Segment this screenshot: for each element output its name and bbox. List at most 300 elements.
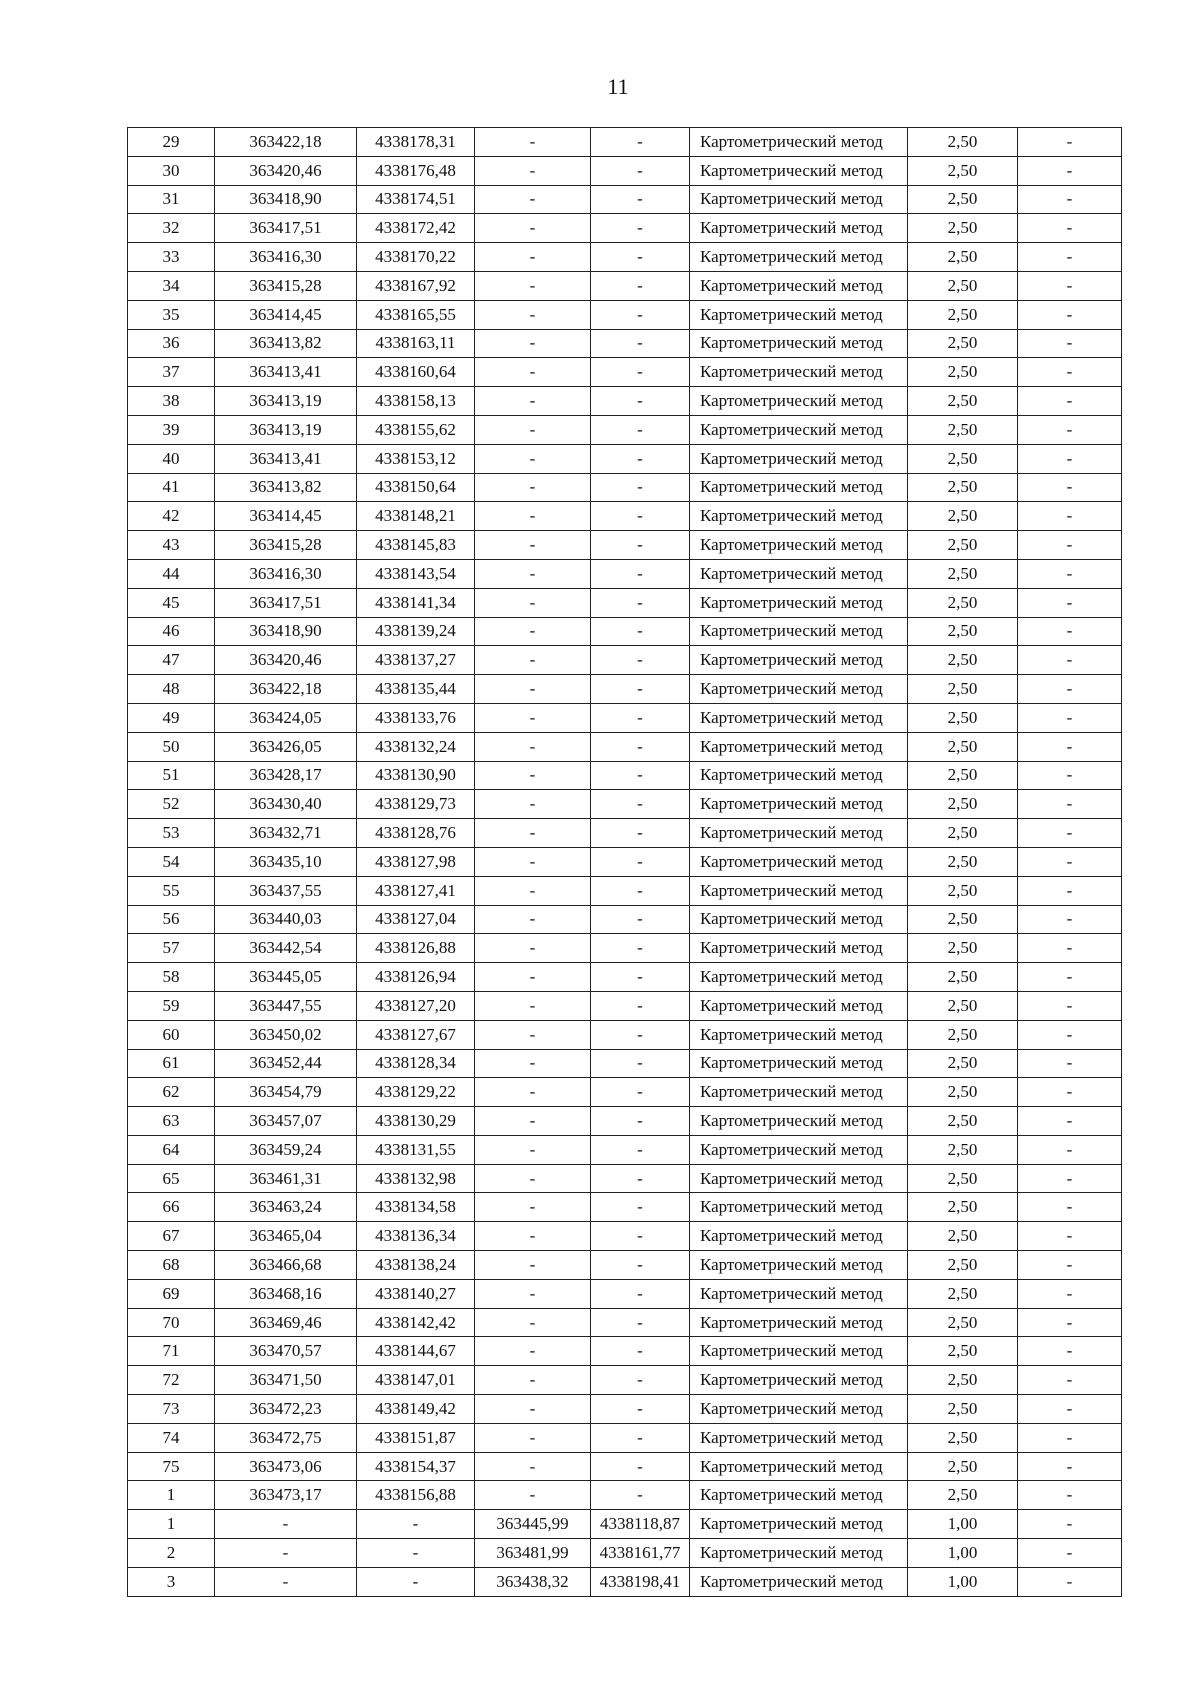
description-cell: - — [1018, 243, 1122, 272]
description-cell: - — [1018, 675, 1122, 704]
existing-x-cell: 363445,05 — [215, 963, 357, 992]
new-y-cell: - — [591, 847, 690, 876]
table-row — [128, 559, 1122, 588]
existing-x-cell: 363472,23 — [215, 1395, 357, 1424]
description-cell: - — [1018, 1222, 1122, 1251]
new-y-cell: - — [591, 185, 690, 214]
method-cell: Картометрический метод — [690, 732, 908, 761]
table-row — [128, 1279, 1122, 1308]
new-x-cell: 363445,99 — [475, 1510, 591, 1539]
existing-x-cell: 363470,57 — [215, 1337, 357, 1366]
accuracy-cell: 2,50 — [908, 646, 1018, 675]
point-number-cell: 29 — [128, 128, 215, 157]
point-number-cell: 73 — [128, 1395, 215, 1424]
method-cell: Картометрический метод — [690, 991, 908, 1020]
coordinates-table — [127, 127, 1122, 1597]
new-x-cell: - — [475, 1222, 591, 1251]
description-cell: - — [1018, 300, 1122, 329]
description-cell: - — [1018, 1164, 1122, 1193]
new-y-cell: - — [591, 963, 690, 992]
new-x-cell: - — [475, 819, 591, 848]
table-row — [128, 819, 1122, 848]
new-x-cell: 363481,99 — [475, 1539, 591, 1568]
method-cell: Картометрический метод — [690, 300, 908, 329]
accuracy-cell: 2,50 — [908, 991, 1018, 1020]
point-number-cell: 33 — [128, 243, 215, 272]
method-cell: Картометрический метод — [690, 1279, 908, 1308]
description-cell: - — [1018, 444, 1122, 473]
new-x-cell: - — [475, 128, 591, 157]
existing-x-cell: 363452,44 — [215, 1049, 357, 1078]
accuracy-cell: 2,50 — [908, 1251, 1018, 1280]
new-y-cell: - — [591, 415, 690, 444]
point-number-cell: 39 — [128, 415, 215, 444]
existing-y-cell: 4338132,24 — [357, 732, 475, 761]
method-cell: Картометрический метод — [690, 588, 908, 617]
existing-x-cell: 363426,05 — [215, 732, 357, 761]
new-y-cell: - — [591, 1049, 690, 1078]
point-number-cell: 60 — [128, 1020, 215, 1049]
new-x-cell: - — [475, 473, 591, 502]
existing-y-cell: 4338174,51 — [357, 185, 475, 214]
point-number-cell: 64 — [128, 1135, 215, 1164]
method-cell: Картометрический метод — [690, 847, 908, 876]
existing-y-cell: 4338131,55 — [357, 1135, 475, 1164]
accuracy-cell: 1,00 — [908, 1539, 1018, 1568]
existing-y-cell: 4338150,64 — [357, 473, 475, 502]
existing-y-cell: 4338139,24 — [357, 617, 475, 646]
existing-y-cell: 4338172,42 — [357, 214, 475, 243]
new-x-cell: - — [475, 1107, 591, 1136]
description-cell: - — [1018, 876, 1122, 905]
table-row — [128, 1366, 1122, 1395]
point-number-cell: 52 — [128, 790, 215, 819]
accuracy-cell: 2,50 — [908, 128, 1018, 157]
accuracy-cell: 2,50 — [908, 761, 1018, 790]
point-number-cell: 43 — [128, 531, 215, 560]
method-cell: Картометрический метод — [690, 1164, 908, 1193]
new-x-cell: - — [475, 387, 591, 416]
new-x-cell: - — [475, 559, 591, 588]
existing-y-cell: 4338156,88 — [357, 1481, 475, 1510]
existing-y-cell: 4338155,62 — [357, 415, 475, 444]
new-y-cell: - — [591, 559, 690, 588]
existing-x-cell: 363415,28 — [215, 531, 357, 560]
existing-x-cell: 363413,82 — [215, 473, 357, 502]
method-cell: Картометрический метод — [690, 214, 908, 243]
table-row — [128, 1078, 1122, 1107]
existing-y-cell: 4338133,76 — [357, 703, 475, 732]
accuracy-cell: 2,50 — [908, 156, 1018, 185]
accuracy-cell: 2,50 — [908, 329, 1018, 358]
description-cell: - — [1018, 1481, 1122, 1510]
page-number: 11 — [607, 74, 629, 99]
new-y-cell: - — [591, 991, 690, 1020]
accuracy-cell: 2,50 — [908, 847, 1018, 876]
existing-x-cell: 363416,30 — [215, 243, 357, 272]
new-y-cell: - — [591, 444, 690, 473]
new-x-cell: - — [475, 271, 591, 300]
existing-y-cell: 4338142,42 — [357, 1308, 475, 1337]
new-y-cell: - — [591, 473, 690, 502]
new-x-cell: - — [475, 502, 591, 531]
point-number-cell: 35 — [128, 300, 215, 329]
method-cell: Картометрический метод — [690, 1308, 908, 1337]
accuracy-cell: 2,50 — [908, 1193, 1018, 1222]
new-x-cell: - — [475, 1135, 591, 1164]
existing-x-cell: 363413,41 — [215, 444, 357, 473]
existing-x-cell: 363420,46 — [215, 156, 357, 185]
new-y-cell: - — [591, 732, 690, 761]
table-row — [128, 1539, 1122, 1568]
method-cell: Картометрический метод — [690, 1193, 908, 1222]
method-cell: Картометрический метод — [690, 1395, 908, 1424]
accuracy-cell: 2,50 — [908, 1078, 1018, 1107]
existing-y-cell: 4338147,01 — [357, 1366, 475, 1395]
table-row — [128, 271, 1122, 300]
method-cell: Картометрический метод — [690, 1423, 908, 1452]
new-y-cell: - — [591, 934, 690, 963]
table-row — [128, 1020, 1122, 1049]
existing-x-cell: 363447,55 — [215, 991, 357, 1020]
new-x-cell: - — [475, 732, 591, 761]
existing-x-cell: 363442,54 — [215, 934, 357, 963]
existing-x-cell: 363457,07 — [215, 1107, 357, 1136]
table-row — [128, 415, 1122, 444]
accuracy-cell: 2,50 — [908, 415, 1018, 444]
existing-x-cell: 363435,10 — [215, 847, 357, 876]
table-row — [128, 963, 1122, 992]
existing-y-cell: 4338126,88 — [357, 934, 475, 963]
table-row — [128, 703, 1122, 732]
point-number-cell: 71 — [128, 1337, 215, 1366]
new-x-cell: - — [475, 1279, 591, 1308]
point-number-cell: 44 — [128, 559, 215, 588]
table-row — [128, 761, 1122, 790]
point-number-cell: 1 — [128, 1510, 215, 1539]
existing-x-cell: 363469,46 — [215, 1308, 357, 1337]
accuracy-cell: 2,50 — [908, 1164, 1018, 1193]
method-cell: Картометрический метод — [690, 1020, 908, 1049]
new-y-cell: - — [591, 1222, 690, 1251]
description-cell: - — [1018, 415, 1122, 444]
new-y-cell: - — [591, 819, 690, 848]
table-row — [128, 214, 1122, 243]
method-cell: Картометрический метод — [690, 1135, 908, 1164]
new-x-cell: - — [475, 847, 591, 876]
existing-y-cell: 4338127,67 — [357, 1020, 475, 1049]
table-row — [128, 1452, 1122, 1481]
new-x-cell: - — [475, 1193, 591, 1222]
existing-x-cell: 363413,19 — [215, 415, 357, 444]
existing-x-cell: 363428,17 — [215, 761, 357, 790]
method-cell: Картометрический метод — [690, 502, 908, 531]
new-x-cell: - — [475, 185, 591, 214]
point-number-cell: 57 — [128, 934, 215, 963]
accuracy-cell: 2,50 — [908, 934, 1018, 963]
table-row — [128, 243, 1122, 272]
point-number-cell: 54 — [128, 847, 215, 876]
existing-x-cell: 363424,05 — [215, 703, 357, 732]
description-cell: - — [1018, 1308, 1122, 1337]
existing-y-cell: 4338128,34 — [357, 1049, 475, 1078]
new-x-cell: - — [475, 1481, 591, 1510]
method-cell: Картометрический метод — [690, 415, 908, 444]
description-cell: - — [1018, 531, 1122, 560]
description-cell: - — [1018, 559, 1122, 588]
point-number-cell: 70 — [128, 1308, 215, 1337]
point-number-cell: 74 — [128, 1423, 215, 1452]
new-y-cell: - — [591, 1107, 690, 1136]
existing-y-cell: 4338153,12 — [357, 444, 475, 473]
method-cell: Картометрический метод — [690, 761, 908, 790]
table-row — [128, 1107, 1122, 1136]
description-cell: - — [1018, 1279, 1122, 1308]
table-row — [128, 1337, 1122, 1366]
point-number-cell: 36 — [128, 329, 215, 358]
new-y-cell: - — [591, 1193, 690, 1222]
point-number-cell: 3 — [128, 1567, 215, 1596]
new-y-cell: - — [591, 387, 690, 416]
existing-x-cell: 363422,18 — [215, 128, 357, 157]
method-cell: Картометрический метод — [690, 271, 908, 300]
description-cell: - — [1018, 1193, 1122, 1222]
new-y-cell: - — [591, 531, 690, 560]
description-cell: - — [1018, 473, 1122, 502]
method-cell: Картометрический метод — [690, 1481, 908, 1510]
new-x-cell: - — [475, 991, 591, 1020]
new-x-cell: - — [475, 1452, 591, 1481]
table-row — [128, 1308, 1122, 1337]
new-y-cell: 4338198,41 — [591, 1567, 690, 1596]
accuracy-cell: 2,50 — [908, 1423, 1018, 1452]
new-x-cell: - — [475, 761, 591, 790]
existing-x-cell: 363420,46 — [215, 646, 357, 675]
new-y-cell: - — [591, 1020, 690, 1049]
new-x-cell: - — [475, 1337, 591, 1366]
new-x-cell: - — [475, 876, 591, 905]
new-y-cell: - — [591, 1279, 690, 1308]
description-cell: - — [1018, 1423, 1122, 1452]
new-x-cell: - — [475, 300, 591, 329]
existing-x-cell: 363473,06 — [215, 1452, 357, 1481]
method-cell: Картометрический метод — [690, 703, 908, 732]
accuracy-cell: 2,50 — [908, 1337, 1018, 1366]
point-number-cell: 49 — [128, 703, 215, 732]
method-cell: Картометрический метод — [690, 1251, 908, 1280]
existing-y-cell: 4338132,98 — [357, 1164, 475, 1193]
accuracy-cell: 2,50 — [908, 703, 1018, 732]
accuracy-cell: 2,50 — [908, 300, 1018, 329]
description-cell: - — [1018, 1078, 1122, 1107]
method-cell: Картометрический метод — [690, 329, 908, 358]
accuracy-cell: 2,50 — [908, 675, 1018, 704]
table-row — [128, 156, 1122, 185]
method-cell: Картометрический метод — [690, 646, 908, 675]
method-cell: Картометрический метод — [690, 243, 908, 272]
table-row — [128, 1251, 1122, 1280]
method-cell: Картометрический метод — [690, 1366, 908, 1395]
existing-x-cell: 363473,17 — [215, 1481, 357, 1510]
point-number-cell: 45 — [128, 588, 215, 617]
existing-y-cell: 4338135,44 — [357, 675, 475, 704]
new-x-cell: - — [475, 963, 591, 992]
existing-y-cell: 4338129,22 — [357, 1078, 475, 1107]
new-y-cell: - — [591, 761, 690, 790]
table-row — [128, 1049, 1122, 1078]
existing-y-cell: 4338151,87 — [357, 1423, 475, 1452]
point-number-cell: 50 — [128, 732, 215, 761]
accuracy-cell: 2,50 — [908, 732, 1018, 761]
table-row — [128, 473, 1122, 502]
point-number-cell: 30 — [128, 156, 215, 185]
accuracy-cell: 2,50 — [908, 905, 1018, 934]
description-cell: - — [1018, 271, 1122, 300]
table-row — [128, 1395, 1122, 1424]
accuracy-cell: 2,50 — [908, 1049, 1018, 1078]
new-x-cell: - — [475, 905, 591, 934]
accuracy-cell: 2,50 — [908, 214, 1018, 243]
new-y-cell: - — [591, 1078, 690, 1107]
table-row — [128, 991, 1122, 1020]
existing-x-cell: 363471,50 — [215, 1366, 357, 1395]
existing-x-cell: 363413,19 — [215, 387, 357, 416]
new-x-cell: - — [475, 1049, 591, 1078]
existing-x-cell: 363417,51 — [215, 588, 357, 617]
existing-x-cell: - — [215, 1567, 357, 1596]
method-cell: Картометрический метод — [690, 358, 908, 387]
new-y-cell: - — [591, 1164, 690, 1193]
accuracy-cell: 2,50 — [908, 1481, 1018, 1510]
new-x-cell: - — [475, 790, 591, 819]
accuracy-cell: 2,50 — [908, 444, 1018, 473]
existing-y-cell: 4338130,90 — [357, 761, 475, 790]
existing-x-cell: 363463,24 — [215, 1193, 357, 1222]
accuracy-cell: 2,50 — [908, 185, 1018, 214]
point-number-cell: 47 — [128, 646, 215, 675]
existing-x-cell: 363440,03 — [215, 905, 357, 934]
accuracy-cell: 2,50 — [908, 1366, 1018, 1395]
description-cell: - — [1018, 156, 1122, 185]
accuracy-cell: 2,50 — [908, 1395, 1018, 1424]
new-x-cell: - — [475, 1020, 591, 1049]
new-x-cell: - — [475, 1164, 591, 1193]
accuracy-cell: 1,00 — [908, 1567, 1018, 1596]
existing-y-cell: 4338160,64 — [357, 358, 475, 387]
new-x-cell: - — [475, 415, 591, 444]
coordinates-table-body — [128, 128, 1122, 1597]
table-row — [128, 675, 1122, 704]
description-cell: - — [1018, 934, 1122, 963]
existing-y-cell: 4338136,34 — [357, 1222, 475, 1251]
method-cell: Картометрический метод — [690, 559, 908, 588]
point-number-cell: 58 — [128, 963, 215, 992]
description-cell: - — [1018, 991, 1122, 1020]
new-x-cell: - — [475, 646, 591, 675]
description-cell: - — [1018, 732, 1122, 761]
table-row — [128, 1510, 1122, 1539]
table-row — [128, 588, 1122, 617]
new-x-cell: - — [475, 934, 591, 963]
accuracy-cell: 2,50 — [908, 473, 1018, 502]
method-cell: Картометрический метод — [690, 790, 908, 819]
table-row — [128, 1193, 1122, 1222]
table-row — [128, 300, 1122, 329]
new-y-cell: - — [591, 1337, 690, 1366]
new-x-cell: - — [475, 1423, 591, 1452]
new-x-cell: - — [475, 703, 591, 732]
new-y-cell: - — [591, 214, 690, 243]
existing-y-cell: 4338127,98 — [357, 847, 475, 876]
existing-y-cell: 4338154,37 — [357, 1452, 475, 1481]
new-x-cell: - — [475, 617, 591, 646]
point-number-cell: 42 — [128, 502, 215, 531]
existing-x-cell: 363472,75 — [215, 1423, 357, 1452]
existing-x-cell: 363416,30 — [215, 559, 357, 588]
existing-y-cell: 4338178,31 — [357, 128, 475, 157]
existing-y-cell: 4338145,83 — [357, 531, 475, 560]
accuracy-cell: 2,50 — [908, 617, 1018, 646]
description-cell: - — [1018, 1539, 1122, 1568]
accuracy-cell: 2,50 — [908, 358, 1018, 387]
new-y-cell: - — [591, 1423, 690, 1452]
new-x-cell: - — [475, 1251, 591, 1280]
existing-y-cell: 4338129,73 — [357, 790, 475, 819]
accuracy-cell: 2,50 — [908, 819, 1018, 848]
existing-y-cell: - — [357, 1539, 475, 1568]
new-x-cell: - — [475, 588, 591, 617]
existing-y-cell: 4338128,76 — [357, 819, 475, 848]
existing-y-cell: 4338148,21 — [357, 502, 475, 531]
existing-x-cell: 363430,40 — [215, 790, 357, 819]
description-cell: - — [1018, 588, 1122, 617]
new-x-cell: - — [475, 675, 591, 704]
accuracy-cell: 2,50 — [908, 531, 1018, 560]
existing-y-cell: 4338176,48 — [357, 156, 475, 185]
description-cell: - — [1018, 128, 1122, 157]
table-row — [128, 646, 1122, 675]
point-number-cell: 67 — [128, 1222, 215, 1251]
existing-y-cell: - — [357, 1510, 475, 1539]
table-row — [128, 1164, 1122, 1193]
point-number-cell: 68 — [128, 1251, 215, 1280]
table-row — [128, 1423, 1122, 1452]
description-cell: - — [1018, 1337, 1122, 1366]
new-x-cell: - — [475, 156, 591, 185]
accuracy-cell: 2,50 — [908, 502, 1018, 531]
accuracy-cell: 2,50 — [908, 876, 1018, 905]
new-y-cell: - — [591, 675, 690, 704]
existing-y-cell: 4338127,04 — [357, 905, 475, 934]
existing-y-cell: 4338126,94 — [357, 963, 475, 992]
table-row — [128, 876, 1122, 905]
existing-y-cell: 4338130,29 — [357, 1107, 475, 1136]
new-x-cell: - — [475, 1395, 591, 1424]
accuracy-cell: 2,50 — [908, 243, 1018, 272]
existing-x-cell: 363418,90 — [215, 185, 357, 214]
method-cell: Картометрический метод — [690, 675, 908, 704]
method-cell: Картометрический метод — [690, 1049, 908, 1078]
point-number-cell: 63 — [128, 1107, 215, 1136]
existing-x-cell: 363414,45 — [215, 300, 357, 329]
new-y-cell: 4338118,87 — [591, 1510, 690, 1539]
method-cell: Картометрический метод — [690, 963, 908, 992]
existing-x-cell: 363422,18 — [215, 675, 357, 704]
point-number-cell: 1 — [128, 1481, 215, 1510]
table-row — [128, 1567, 1122, 1596]
existing-y-cell: 4338170,22 — [357, 243, 475, 272]
point-number-cell: 31 — [128, 185, 215, 214]
